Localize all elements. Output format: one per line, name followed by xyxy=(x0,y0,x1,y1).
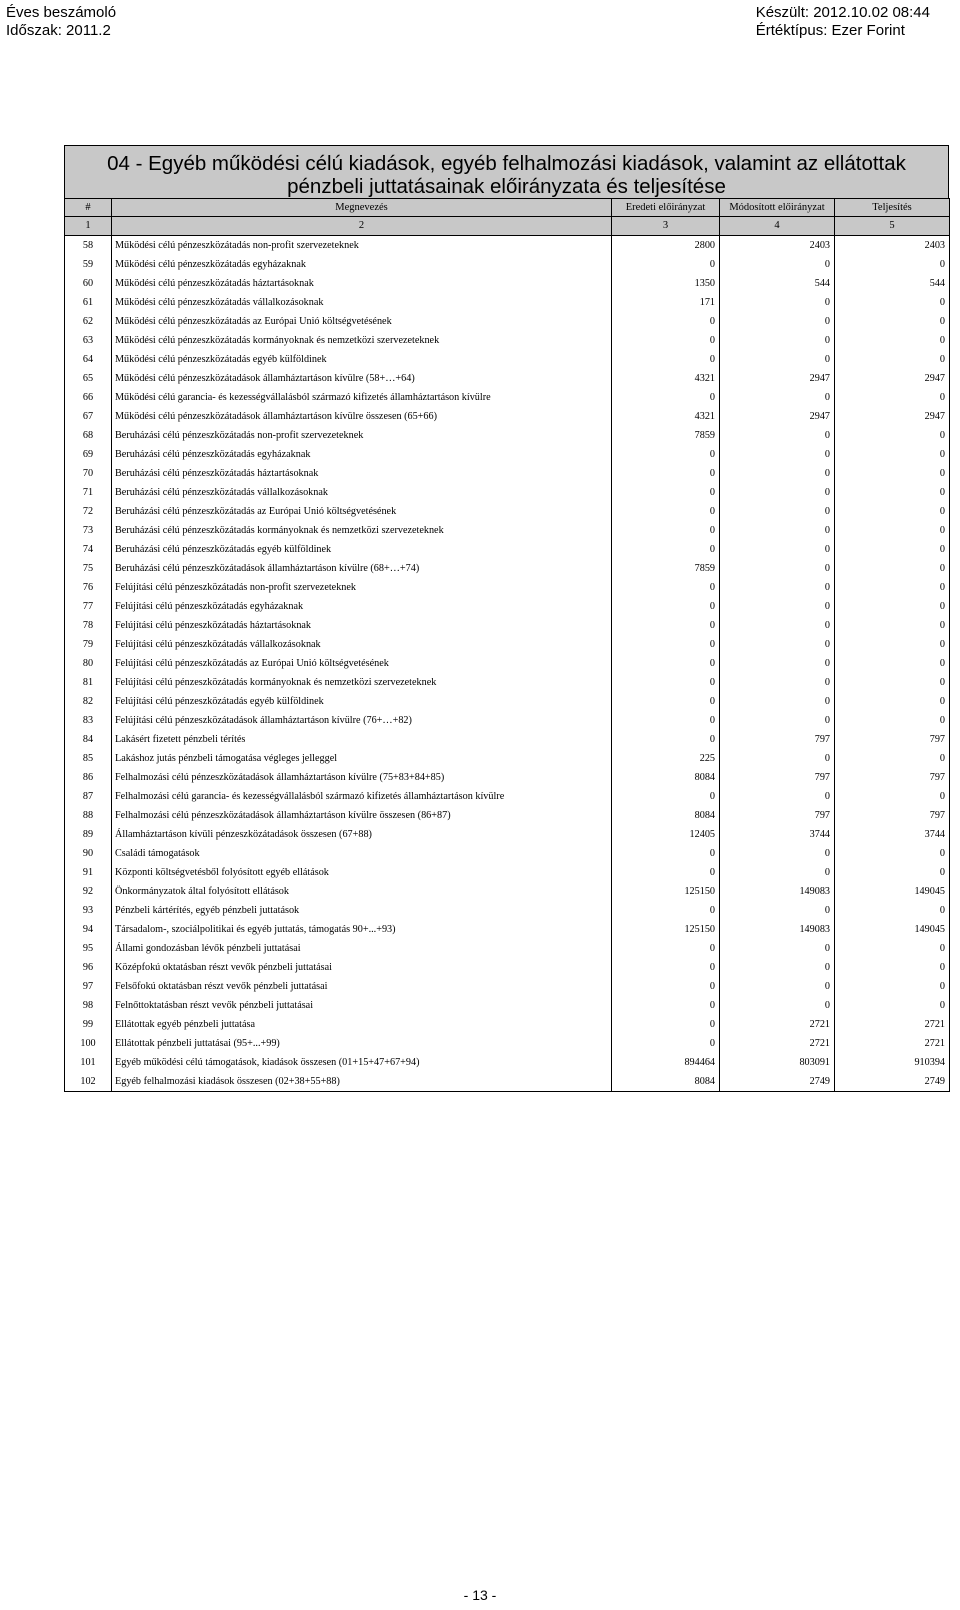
table-row xyxy=(65,673,950,692)
table-row xyxy=(65,521,950,540)
actual-value: 0 xyxy=(835,350,950,369)
row-label: Működési célú pénzeszközátadások államháztartáson kívülre (58+…+64) xyxy=(112,369,612,388)
row-number: 80 xyxy=(65,654,112,673)
table-row xyxy=(65,1072,950,1092)
actual-value: 0 xyxy=(835,388,950,407)
modified-estimate: 0 xyxy=(720,388,835,407)
modified-estimate: 0 xyxy=(720,578,835,597)
table-row xyxy=(65,806,950,825)
original-estimate: 125150 xyxy=(612,882,720,901)
original-estimate: 0 xyxy=(612,521,720,540)
column-number: 1 xyxy=(65,217,112,236)
modified-estimate: 0 xyxy=(720,863,835,882)
row-label: Működési célú garancia- és kezességvállalásból származó kifizetés államháztartáson kívülre xyxy=(112,388,612,407)
modified-estimate: 0 xyxy=(720,844,835,863)
original-estimate: 0 xyxy=(612,787,720,806)
original-estimate: 0 xyxy=(612,711,720,730)
original-estimate: 225 xyxy=(612,749,720,768)
original-estimate: 0 xyxy=(612,635,720,654)
row-number: 78 xyxy=(65,616,112,635)
original-estimate: 0 xyxy=(612,939,720,958)
modified-estimate: 0 xyxy=(720,958,835,977)
row-label: Felújítási célú pénzeszközátadás egyházaknak xyxy=(112,597,612,616)
row-number: 79 xyxy=(65,635,112,654)
row-label: Működési célú pénzeszközátadás egyéb külföldinek xyxy=(112,350,612,369)
original-estimate: 2800 xyxy=(612,236,720,256)
row-label: Működési célú pénzeszközátadás az Európai Unió költségvetésének xyxy=(112,312,612,331)
original-estimate: 0 xyxy=(612,1015,720,1034)
table-row xyxy=(65,920,950,939)
row-number: 69 xyxy=(65,445,112,464)
table-body xyxy=(65,236,950,1092)
original-estimate: 0 xyxy=(612,331,720,350)
row-label: Felnőttoktatásban részt vevők pénzbeli juttatásai xyxy=(112,996,612,1015)
table-row xyxy=(65,540,950,559)
original-estimate: 0 xyxy=(612,901,720,920)
row-label: Beruházási célú pénzeszközátadás egyéb külföldinek xyxy=(112,540,612,559)
actual-value: 0 xyxy=(835,464,950,483)
actual-value: 0 xyxy=(835,597,950,616)
original-estimate: 0 xyxy=(612,977,720,996)
table-row xyxy=(65,1053,950,1072)
row-number: 64 xyxy=(65,350,112,369)
original-estimate: 0 xyxy=(612,844,720,863)
modified-estimate: 0 xyxy=(720,996,835,1015)
actual-value: 0 xyxy=(835,635,950,654)
modified-estimate: 149083 xyxy=(720,920,835,939)
column-header-row xyxy=(65,199,950,217)
table-row xyxy=(65,711,950,730)
modified-estimate: 0 xyxy=(720,293,835,312)
modified-estimate: 149083 xyxy=(720,882,835,901)
row-number: 77 xyxy=(65,597,112,616)
actual-value: 0 xyxy=(835,844,950,863)
table-row xyxy=(65,863,950,882)
modified-estimate: 0 xyxy=(720,540,835,559)
actual-value: 0 xyxy=(835,540,950,559)
original-estimate: 0 xyxy=(612,958,720,977)
row-label: Beruházási célú pénzeszközátadás háztartásoknak xyxy=(112,464,612,483)
actual-value: 2721 xyxy=(835,1015,950,1034)
table-row xyxy=(65,255,950,274)
actual-value: 0 xyxy=(835,331,950,350)
table-row xyxy=(65,692,950,711)
original-estimate: 0 xyxy=(612,350,720,369)
original-estimate: 0 xyxy=(612,996,720,1015)
column-number-row xyxy=(65,217,950,236)
actual-value: 910394 xyxy=(835,1053,950,1072)
row-label: Egyéb felhalmozási kiadások összesen (02+38+55+88) xyxy=(112,1072,612,1092)
row-label: Felhalmozási célú pénzeszközátadások államháztartáson kívülre összesen (86+87) xyxy=(112,806,612,825)
row-label: Családi támogatások xyxy=(112,844,612,863)
table-row xyxy=(65,236,950,256)
row-label: Felújítási célú pénzeszközátadás az Európai Unió költségvetésének xyxy=(112,654,612,673)
original-estimate: 12405 xyxy=(612,825,720,844)
actual-value: 0 xyxy=(835,616,950,635)
row-number: 86 xyxy=(65,768,112,787)
original-estimate: 171 xyxy=(612,293,720,312)
row-number: 82 xyxy=(65,692,112,711)
original-estimate: 894464 xyxy=(612,1053,720,1072)
table-row xyxy=(65,749,950,768)
actual-value: 0 xyxy=(835,977,950,996)
table-row xyxy=(65,787,950,806)
actual-value: 0 xyxy=(835,654,950,673)
modified-estimate: 797 xyxy=(720,768,835,787)
table-row xyxy=(65,939,950,958)
table-title-line1: 04 - Egyéb működési célú kiadások, egyéb felhalmozási kiadások, valamint az ellátottak xyxy=(107,152,906,175)
report-table xyxy=(64,198,950,1092)
modified-estimate: 2721 xyxy=(720,1034,835,1053)
original-estimate: 0 xyxy=(612,445,720,464)
modified-estimate: 0 xyxy=(720,464,835,483)
row-label: Felújítási célú pénzeszközátadás háztartásoknak xyxy=(112,616,612,635)
original-estimate: 125150 xyxy=(612,920,720,939)
row-number: 91 xyxy=(65,863,112,882)
modified-estimate: 0 xyxy=(720,502,835,521)
table-title xyxy=(64,145,949,198)
original-estimate: 7859 xyxy=(612,426,720,445)
table-row xyxy=(65,331,950,350)
row-label: Beruházási célú pénzeszközátadások államháztartáson kívülre (68+…+74) xyxy=(112,559,612,578)
row-number: 97 xyxy=(65,977,112,996)
modified-estimate: 0 xyxy=(720,692,835,711)
row-number: 63 xyxy=(65,331,112,350)
original-estimate: 0 xyxy=(612,255,720,274)
row-number: 92 xyxy=(65,882,112,901)
row-number: 96 xyxy=(65,958,112,977)
column-header: Eredeti előirányzat xyxy=(612,199,720,217)
original-estimate: 7859 xyxy=(612,559,720,578)
actual-value: 2947 xyxy=(835,369,950,388)
row-number: 100 xyxy=(65,1034,112,1053)
actual-value: 0 xyxy=(835,445,950,464)
modified-estimate: 2947 xyxy=(720,369,835,388)
modified-estimate: 0 xyxy=(720,312,835,331)
original-estimate: 0 xyxy=(612,863,720,882)
table-row xyxy=(65,958,950,977)
row-label: Felhalmozási célú garancia- és kezességvállalásból származó kifizetés államháztartáson kívülre xyxy=(112,787,612,806)
column-number: 4 xyxy=(720,217,835,236)
original-estimate: 0 xyxy=(612,616,720,635)
report-table-container xyxy=(64,145,949,1092)
modified-estimate: 0 xyxy=(720,616,835,635)
actual-value: 0 xyxy=(835,673,950,692)
table-row xyxy=(65,1015,950,1034)
row-label: Központi költségvetésből folyósított egyéb ellátások xyxy=(112,863,612,882)
row-label: Államháztartáson kívüli pénzeszközátadások összesen (67+88) xyxy=(112,825,612,844)
actual-value: 2403 xyxy=(835,236,950,256)
modified-estimate: 0 xyxy=(720,350,835,369)
actual-value: 0 xyxy=(835,863,950,882)
column-header: Megnevezés xyxy=(112,199,612,217)
original-estimate: 4321 xyxy=(612,369,720,388)
column-number: 2 xyxy=(112,217,612,236)
row-label: Felújítási célú pénzeszközátadások államháztartáson kívülre (76+…+82) xyxy=(112,711,612,730)
actual-value: 0 xyxy=(835,958,950,977)
report-value-type: Értéktípus: Ezer Forint xyxy=(755,22,905,39)
modified-estimate: 0 xyxy=(720,749,835,768)
actual-value: 0 xyxy=(835,312,950,331)
actual-value: 149045 xyxy=(835,920,950,939)
row-number: 83 xyxy=(65,711,112,730)
table-title-line2: pénzbeli juttatásainak előirányzata és teljesítése xyxy=(287,175,726,198)
row-number: 72 xyxy=(65,502,112,521)
row-label: Beruházási célú pénzeszközátadás az Európai Unió költségvetésének xyxy=(112,502,612,521)
table-row xyxy=(65,445,950,464)
row-label: Társadalom-, szociálpolitikai és egyéb juttatás, támogatás 90+...+93) xyxy=(112,920,612,939)
modified-estimate: 0 xyxy=(720,445,835,464)
table-row xyxy=(65,350,950,369)
column-number: 5 xyxy=(835,217,950,236)
actual-value: 0 xyxy=(835,559,950,578)
modified-estimate: 544 xyxy=(720,274,835,293)
row-label: Felújítási célú pénzeszközátadás non-profit szervezeteknek xyxy=(112,578,612,597)
row-number: 60 xyxy=(65,274,112,293)
row-label: Ellátottak pénzbeli juttatásai (95+...+99) xyxy=(112,1034,612,1053)
row-label: Középfokú oktatásban részt vevők pénzbeli juttatásai xyxy=(112,958,612,977)
row-label: Felújítási célú pénzeszközátadás vállalkozásoknak xyxy=(112,635,612,654)
row-number: 81 xyxy=(65,673,112,692)
modified-estimate: 0 xyxy=(720,331,835,350)
actual-value: 0 xyxy=(835,711,950,730)
row-label: Beruházási célú pénzeszközátadás kormányoknak és nemzetközi szervezeteknek xyxy=(112,521,612,540)
table-row xyxy=(65,293,950,312)
row-label: Felsőfokú oktatásban részt vevők pénzbeli juttatásai xyxy=(112,977,612,996)
actual-value: 0 xyxy=(835,692,950,711)
actual-value: 0 xyxy=(835,787,950,806)
column-header: Teljesítés xyxy=(835,199,950,217)
page-number: - 13 - xyxy=(463,1587,497,1603)
table-row xyxy=(65,882,950,901)
actual-value: 3744 xyxy=(835,825,950,844)
row-number: 68 xyxy=(65,426,112,445)
actual-value: 0 xyxy=(835,901,950,920)
modified-estimate: 0 xyxy=(720,939,835,958)
original-estimate: 8084 xyxy=(612,768,720,787)
report-type: Éves beszámoló xyxy=(6,4,117,21)
row-number: 62 xyxy=(65,312,112,331)
modified-estimate: 0 xyxy=(720,654,835,673)
original-estimate: 1350 xyxy=(612,274,720,293)
row-number: 102 xyxy=(65,1072,112,1092)
original-estimate: 0 xyxy=(612,483,720,502)
row-number: 95 xyxy=(65,939,112,958)
table-row xyxy=(65,407,950,426)
modified-estimate: 797 xyxy=(720,806,835,825)
modified-estimate: 0 xyxy=(720,673,835,692)
modified-estimate: 0 xyxy=(720,901,835,920)
modified-estimate: 797 xyxy=(720,730,835,749)
row-label: Egyéb működési célú támogatások, kiadások összesen (01+15+47+67+94) xyxy=(112,1053,612,1072)
actual-value: 0 xyxy=(835,939,950,958)
actual-value: 797 xyxy=(835,768,950,787)
row-number: 94 xyxy=(65,920,112,939)
modified-estimate: 0 xyxy=(720,521,835,540)
actual-value: 0 xyxy=(835,426,950,445)
row-label: Ellátottak egyéb pénzbeli juttatása xyxy=(112,1015,612,1034)
row-number: 87 xyxy=(65,787,112,806)
row-label: Működési célú pénzeszközátadás egyházaknak xyxy=(112,255,612,274)
row-label: Beruházási célú pénzeszközátadás vállalkozásoknak xyxy=(112,483,612,502)
column-header: Módosított előirányzat xyxy=(720,199,835,217)
row-label: Lakáshoz jutás pénzbeli támogatása végleges jelleggel xyxy=(112,749,612,768)
table-row xyxy=(65,768,950,787)
row-number: 70 xyxy=(65,464,112,483)
modified-estimate: 2403 xyxy=(720,236,835,256)
actual-value: 2721 xyxy=(835,1034,950,1053)
actual-value: 0 xyxy=(835,521,950,540)
row-number: 66 xyxy=(65,388,112,407)
table-row xyxy=(65,1034,950,1053)
modified-estimate: 2721 xyxy=(720,1015,835,1034)
row-label: Beruházási célú pénzeszközátadás egyházaknak xyxy=(112,445,612,464)
modified-estimate: 803091 xyxy=(720,1053,835,1072)
table-row xyxy=(65,844,950,863)
modified-estimate: 0 xyxy=(720,483,835,502)
row-number: 71 xyxy=(65,483,112,502)
table-row xyxy=(65,635,950,654)
row-number: 93 xyxy=(65,901,112,920)
original-estimate: 0 xyxy=(612,730,720,749)
row-number: 61 xyxy=(65,293,112,312)
actual-value: 0 xyxy=(835,749,950,768)
table-row xyxy=(65,502,950,521)
row-label: Beruházási célú pénzeszközátadás non-profit szervezeteknek xyxy=(112,426,612,445)
actual-value: 2947 xyxy=(835,407,950,426)
original-estimate: 0 xyxy=(612,597,720,616)
row-label: Felújítási célú pénzeszközátadás kormányoknak és nemzetközi szervezeteknek xyxy=(112,673,612,692)
table-row xyxy=(65,616,950,635)
row-label: Működési célú pénzeszközátadás kormányoknak és nemzetközi szervezeteknek xyxy=(112,331,612,350)
original-estimate: 0 xyxy=(612,388,720,407)
report-header-left xyxy=(6,4,116,40)
table-row xyxy=(65,996,950,1015)
actual-value: 0 xyxy=(835,293,950,312)
modified-estimate: 2947 xyxy=(720,407,835,426)
table-row xyxy=(65,597,950,616)
table-row xyxy=(65,426,950,445)
row-number: 90 xyxy=(65,844,112,863)
table-row xyxy=(65,559,950,578)
table-row xyxy=(65,977,950,996)
original-estimate: 0 xyxy=(612,654,720,673)
row-number: 75 xyxy=(65,559,112,578)
row-number: 84 xyxy=(65,730,112,749)
report-header-right xyxy=(756,4,930,40)
actual-value: 149045 xyxy=(835,882,950,901)
modified-estimate: 0 xyxy=(720,597,835,616)
original-estimate: 8084 xyxy=(612,1072,720,1092)
actual-value: 544 xyxy=(835,274,950,293)
row-label: Önkormányzatok által folyósított ellátások xyxy=(112,882,612,901)
report-period: Időszak: 2011.2 xyxy=(6,22,111,39)
table-row xyxy=(65,369,950,388)
row-label: Lakásért fizetett pénzbeli térítés xyxy=(112,730,612,749)
row-number: 65 xyxy=(65,369,112,388)
table-row xyxy=(65,654,950,673)
row-number: 85 xyxy=(65,749,112,768)
modified-estimate: 0 xyxy=(720,255,835,274)
table-row xyxy=(65,388,950,407)
table-row xyxy=(65,730,950,749)
original-estimate: 0 xyxy=(612,502,720,521)
original-estimate: 0 xyxy=(612,578,720,597)
modified-estimate: 0 xyxy=(720,426,835,445)
original-estimate: 0 xyxy=(612,673,720,692)
column-number: 3 xyxy=(612,217,720,236)
row-label: Felújítási célú pénzeszközátadás egyéb külföldinek xyxy=(112,692,612,711)
modified-estimate: 0 xyxy=(720,635,835,654)
actual-value: 0 xyxy=(835,578,950,597)
row-number: 101 xyxy=(65,1053,112,1072)
row-number: 74 xyxy=(65,540,112,559)
original-estimate: 0 xyxy=(612,540,720,559)
modified-estimate: 0 xyxy=(720,711,835,730)
row-number: 99 xyxy=(65,1015,112,1034)
row-number: 88 xyxy=(65,806,112,825)
row-number: 58 xyxy=(65,236,112,256)
original-estimate: 8084 xyxy=(612,806,720,825)
original-estimate: 0 xyxy=(612,312,720,331)
original-estimate: 0 xyxy=(612,464,720,483)
table-row xyxy=(65,312,950,331)
actual-value: 2749 xyxy=(835,1072,950,1092)
table-row xyxy=(65,901,950,920)
actual-value: 797 xyxy=(835,806,950,825)
row-label: Működési célú pénzeszközátadás non-profit szervezeteknek xyxy=(112,236,612,256)
row-number: 89 xyxy=(65,825,112,844)
row-label: Működési célú pénzeszközátadás vállalkozásoknak xyxy=(112,293,612,312)
actual-value: 0 xyxy=(835,255,950,274)
original-estimate: 4321 xyxy=(612,407,720,426)
table-row xyxy=(65,483,950,502)
modified-estimate: 0 xyxy=(720,787,835,806)
modified-estimate: 0 xyxy=(720,559,835,578)
actual-value: 0 xyxy=(835,502,950,521)
row-label: Pénzbeli kártérítés, egyéb pénzbeli juttatások xyxy=(112,901,612,920)
actual-value: 0 xyxy=(835,483,950,502)
modified-estimate: 0 xyxy=(720,977,835,996)
original-estimate: 0 xyxy=(612,1034,720,1053)
table-row xyxy=(65,274,950,293)
row-number: 67 xyxy=(65,407,112,426)
row-label: Működési célú pénzeszközátadások államháztartáson kívülre összesen (65+66) xyxy=(112,407,612,426)
row-number: 59 xyxy=(65,255,112,274)
row-label: Felhalmozási célú pénzeszközátadások államháztartáson kívülre (75+83+84+85) xyxy=(112,768,612,787)
row-number: 76 xyxy=(65,578,112,597)
report-created: Készült: 2012.10.02 08:44 xyxy=(755,4,930,21)
row-number: 73 xyxy=(65,521,112,540)
table-row xyxy=(65,464,950,483)
actual-value: 797 xyxy=(835,730,950,749)
column-header: # xyxy=(65,199,112,217)
original-estimate: 0 xyxy=(612,692,720,711)
row-number: 98 xyxy=(65,996,112,1015)
modified-estimate: 2749 xyxy=(720,1072,835,1092)
row-label: Működési célú pénzeszközátadás háztartásoknak xyxy=(112,274,612,293)
table-row xyxy=(65,578,950,597)
table-row xyxy=(65,825,950,844)
modified-estimate: 3744 xyxy=(720,825,835,844)
actual-value: 0 xyxy=(835,996,950,1015)
row-label: Állami gondozásban lévők pénzbeli juttatásai xyxy=(112,939,612,958)
